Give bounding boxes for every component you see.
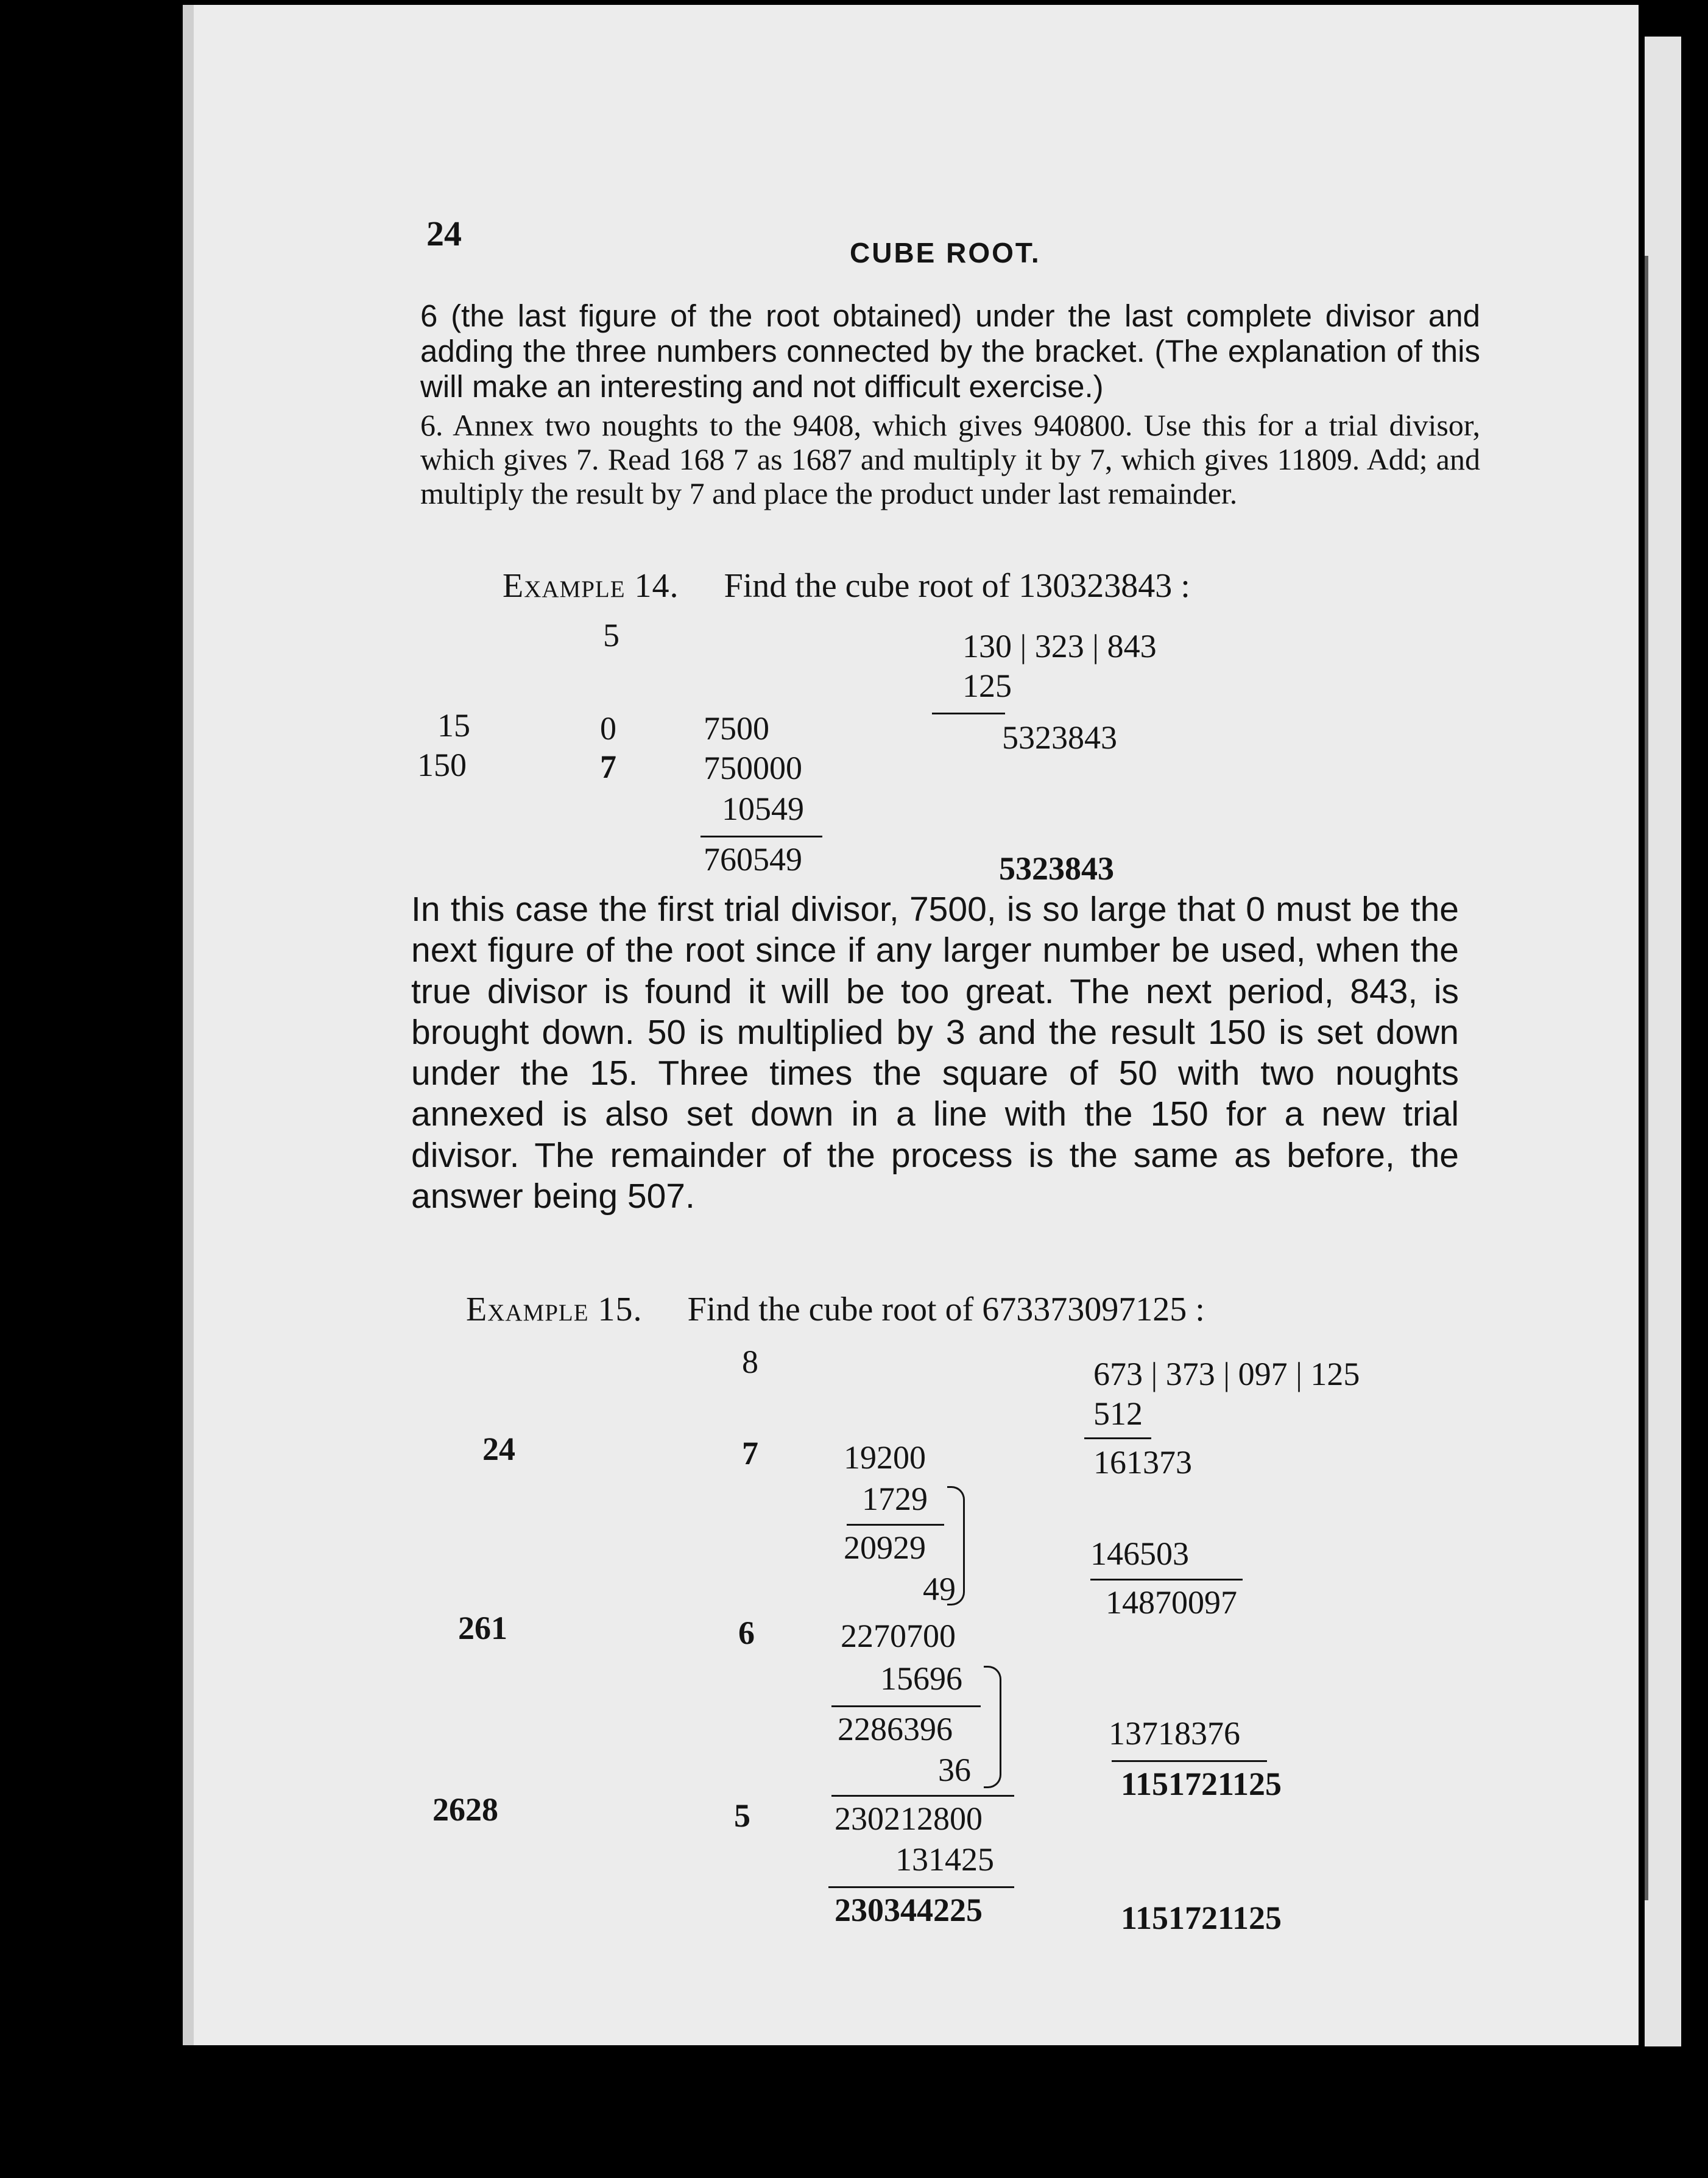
- ex14-col1-row2: 150: [417, 747, 467, 783]
- ex14-rule-sub: [932, 713, 1005, 714]
- ex15-col3-2286396: 2286396: [838, 1711, 953, 1747]
- ex15-col4-1151721125-a: 1151721125: [1121, 1766, 1282, 1802]
- ex15-col3-131425: 131425: [895, 1841, 994, 1878]
- ex15-rule-2: [831, 1705, 981, 1707]
- ex14-col1-row1: 15: [437, 707, 470, 744]
- example-15-heading: [466, 1290, 1205, 1329]
- ex14-col2-row1: 0: [600, 710, 616, 747]
- example-14-heading: [503, 566, 1190, 605]
- ex15-col3-49: 49: [923, 1571, 956, 1607]
- ex15-col4-1151721125-b: 1151721125: [1121, 1900, 1282, 1936]
- ex14-root-first: 5: [603, 617, 619, 654]
- ex15-col2-row3: 5: [734, 1797, 750, 1834]
- ex15-bracket-1: [947, 1486, 965, 1605]
- ex15-rule-3: [831, 1795, 1014, 1797]
- ex15-col3-230212800: 230212800: [835, 1800, 983, 1837]
- paragraph-continuation: 6 (the last figure of the root obtained) under the last complete divisor and adding the three numbers connected by the bracket. (The explanation of this will make an interesting and not difficult exercise.): [420, 298, 1480, 404]
- ex15-col2-row1: 7: [742, 1435, 758, 1471]
- page-gutter: [1645, 256, 1648, 1900]
- ex15-col3-2270700: 2270700: [841, 1618, 956, 1654]
- page-number: 24: [426, 214, 462, 253]
- ex14-col2-row2: 7: [600, 749, 616, 785]
- paragraph-explanation: In this case the first trial divisor, 7500, is so large that 0 must be the next figure of the root since if any larger number be used, when the true divisor is found it will be too great. The next period, 843, is brought down. 50 is multiplied by 3 and the result 150 is set down under the 15. Three times the square of 50 with two noughts annexed is also set down in a line with the 150 for a new trial divisor. The remainder of the process is the same as before, the answer being 507.: [411, 890, 1459, 1216]
- example-15-label: Example 15.: [466, 1291, 643, 1328]
- ex15-bracket-2: [984, 1666, 1001, 1788]
- ex15-col3-36: 36: [938, 1752, 971, 1788]
- ex14-rule-divisor: [700, 836, 822, 837]
- ex15-col4-146503: 146503: [1090, 1535, 1189, 1572]
- ex15-rule-4: [828, 1886, 1014, 1888]
- ex15-rem1: 161373: [1093, 1444, 1192, 1481]
- ex14-col3-row2: 750000: [704, 750, 802, 786]
- ex15-periods: 673 | 373 | 097 | 125: [1093, 1356, 1360, 1392]
- ex15-rule-r1: [1090, 1579, 1243, 1581]
- ex15-col3-19200: 19200: [844, 1439, 926, 1476]
- ex14-col3-row4: 760549: [704, 841, 802, 878]
- ex15-sub1: 512: [1093, 1395, 1143, 1432]
- ex14-rem1: 5323843: [1002, 719, 1117, 756]
- ex15-rule-1: [847, 1524, 944, 1526]
- running-head: CUBE ROOT.: [850, 237, 1041, 269]
- paragraph-step-6: 6. Annex two noughts to the 9408, which gives 940800. Use this for a trial divisor, which gives 7. Read 168 7 as 1687 and multiply it by 7, which gives 11809. Add; and multiply the result by 7 and place the product under last remainder.: [420, 408, 1480, 510]
- ex14-col3-row3: 10549: [722, 791, 804, 827]
- ex15-col1-row3: 2628: [432, 1791, 498, 1828]
- ex15-col3-230344225: 230344225: [835, 1892, 983, 1928]
- example-14-label: Example 14.: [503, 567, 679, 605]
- ex15-col3-15696: 15696: [880, 1660, 962, 1697]
- ex15-col4-13718376: 13718376: [1109, 1715, 1240, 1752]
- ex14-col3-row1: 7500: [704, 710, 769, 747]
- ex15-col4-14870097: 14870097: [1106, 1584, 1237, 1621]
- ex14-sub1: 125: [962, 668, 1012, 704]
- ex15-col3-20929: 20929: [844, 1529, 926, 1566]
- ex15-rule-r2: [1112, 1760, 1267, 1762]
- example-14-text: Find the cube root of 130323843 :: [724, 567, 1190, 605]
- ex15-rule-sub: [1084, 1437, 1151, 1439]
- example-15-text: Find the cube root of 673373097125 :: [687, 1291, 1205, 1328]
- next-page-edge: [1645, 37, 1681, 2046]
- ex14-periods: 130 | 323 | 843: [962, 628, 1157, 664]
- ex14-rem-final: 5323843: [999, 850, 1114, 887]
- ex15-col3-1729: 1729: [862, 1481, 928, 1517]
- ex15-root-first: 8: [742, 1344, 758, 1380]
- ex15-col1-row2: 261: [458, 1610, 507, 1646]
- ex15-col1-row1: 24: [482, 1431, 515, 1467]
- ex15-col2-row2: 6: [738, 1615, 755, 1651]
